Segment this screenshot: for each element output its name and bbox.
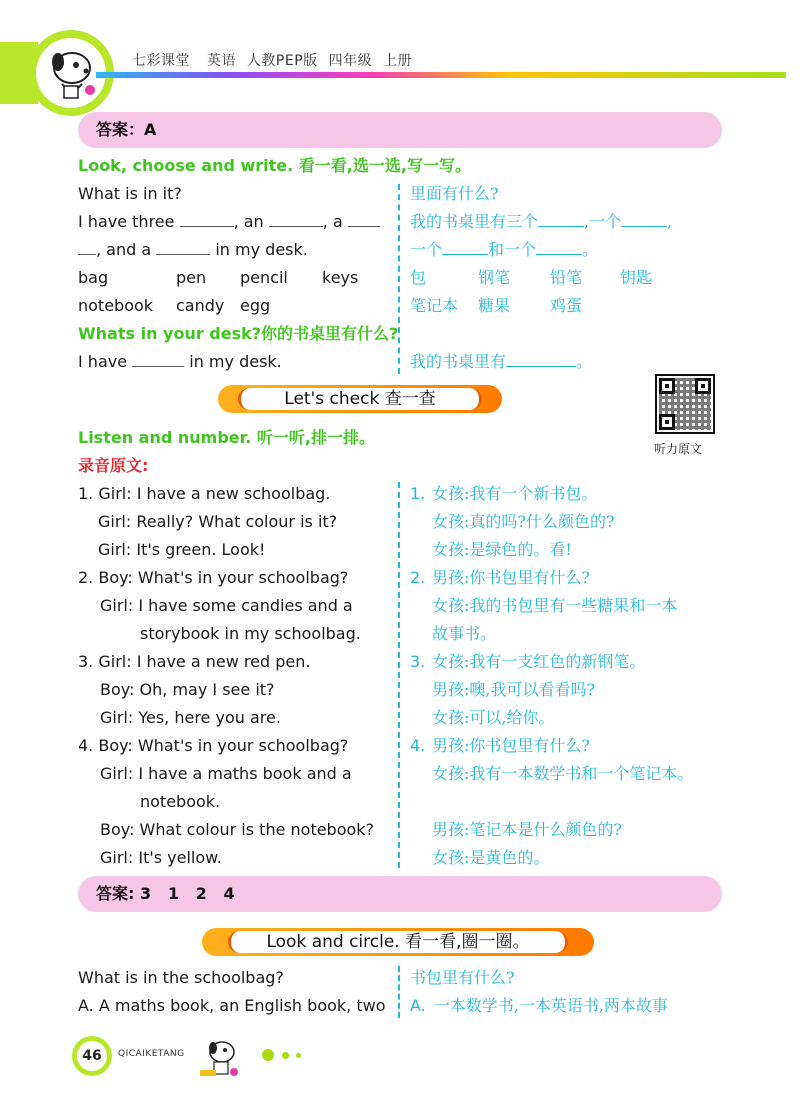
answer-value: 3 1 2 4 bbox=[139, 884, 235, 903]
banner-look-circle bbox=[202, 928, 594, 956]
word: 包 bbox=[410, 268, 427, 287]
word: pencil bbox=[240, 268, 288, 287]
footer-dot bbox=[296, 1053, 301, 1058]
title-cn: 看一看,选一选,写一写。 bbox=[298, 156, 471, 175]
script-line-en: Girl: It's yellow. bbox=[100, 848, 222, 867]
footer-dot bbox=[282, 1052, 289, 1059]
blank[interactable] bbox=[78, 241, 96, 255]
word: keys bbox=[322, 268, 359, 287]
answer-value: A bbox=[144, 120, 157, 139]
script-line-cn: 女孩:真的吗?什么颜色的? bbox=[432, 512, 615, 531]
text: I have bbox=[78, 352, 128, 371]
script-line-en: storybook in my schoolbag. bbox=[140, 624, 361, 643]
blank[interactable] bbox=[132, 353, 184, 367]
blank[interactable] bbox=[621, 213, 667, 227]
desk-line-en bbox=[78, 352, 282, 372]
blank[interactable] bbox=[536, 241, 582, 255]
text: 一个 bbox=[410, 240, 443, 259]
word: bag bbox=[78, 268, 109, 287]
answer-label: 答案： bbox=[96, 120, 145, 139]
header-edition: 人教PEP版 bbox=[246, 53, 318, 69]
qr-eye bbox=[695, 378, 711, 394]
circle-option-a-cn bbox=[410, 996, 668, 1016]
word: 钢笔 bbox=[478, 268, 511, 287]
text: 我的书桌里有 bbox=[410, 352, 507, 371]
script-line-en: Girl: I have some candies and a bbox=[100, 596, 353, 615]
blank[interactable] bbox=[538, 213, 584, 227]
script-line-en: Boy: Oh, may I see it? bbox=[100, 680, 275, 699]
banner-label bbox=[230, 931, 566, 953]
text: , and a bbox=[96, 240, 152, 259]
footer-brand: QICAIKETANG bbox=[118, 1049, 185, 1059]
desk-line-cn bbox=[410, 352, 592, 372]
blank[interactable] bbox=[156, 241, 210, 255]
circle-option-a-en: A. A maths book, an English book, two bbox=[78, 996, 386, 1015]
script-line-cn: 女孩:可以,给你。 bbox=[432, 708, 555, 727]
script-line-en: 4. Boy: What's in your schoolbag? bbox=[78, 736, 349, 755]
script-line-en: 3. Girl: I have a new red pen. bbox=[78, 652, 311, 671]
text: 我的书桌里有三个 bbox=[410, 212, 539, 231]
section-title-listen bbox=[78, 428, 375, 448]
banner-cap bbox=[228, 931, 242, 953]
word: candy bbox=[176, 296, 225, 315]
blank[interactable] bbox=[442, 241, 488, 255]
blank[interactable] bbox=[180, 213, 234, 227]
script-line-cn: 女孩:我有一个新书包。 bbox=[432, 484, 598, 503]
word: egg bbox=[240, 296, 271, 315]
banner-cap bbox=[468, 388, 482, 410]
word: 鸡蛋 bbox=[550, 296, 583, 315]
column-divider-2 bbox=[398, 482, 400, 868]
header-rainbow-line bbox=[96, 72, 786, 78]
banner-cap bbox=[238, 388, 252, 410]
script-line-en: Girl: It's green. Look! bbox=[98, 540, 266, 559]
script-line-en: Girl: Really? What colour is it? bbox=[98, 512, 338, 531]
answer-bar-2 bbox=[78, 876, 722, 912]
banner-lets-check bbox=[218, 385, 502, 413]
title-cn: 你的书桌里有什么? bbox=[261, 324, 399, 343]
script-line-cn: 男孩:你书包里有什么? bbox=[432, 568, 590, 587]
script-line-cn: 女孩:是绿色的。看! bbox=[432, 540, 572, 559]
script-line-number: 1. bbox=[410, 484, 426, 503]
qr-eye bbox=[659, 414, 675, 430]
title-cn: 听一听,排一排。 bbox=[256, 428, 375, 447]
qr-eye bbox=[659, 378, 675, 394]
banner-en: Look and circle. bbox=[266, 932, 400, 952]
script-line-cn: 女孩:是黄色的。 bbox=[432, 848, 550, 867]
title-en: Listen and number. bbox=[78, 428, 252, 447]
column-divider-1 bbox=[398, 184, 400, 374]
text: in my desk. bbox=[189, 352, 282, 371]
word: notebook bbox=[78, 296, 154, 315]
question-en: What is in it? bbox=[78, 184, 182, 203]
text: I have three bbox=[78, 212, 175, 231]
page-number: 46 bbox=[77, 1041, 107, 1071]
script-line-cn: 男孩:笔记本是什么颜色的? bbox=[432, 820, 622, 839]
answer-bar-1 bbox=[78, 112, 722, 148]
banner-label bbox=[240, 388, 480, 410]
header-series: 七彩课堂 bbox=[132, 53, 190, 69]
text: 。 bbox=[582, 240, 599, 259]
fill-line-2-cn bbox=[410, 240, 598, 260]
script-label: 录音原文: bbox=[78, 456, 149, 475]
script-line-number: 3. bbox=[410, 652, 426, 671]
page-number-badge bbox=[72, 1036, 112, 1076]
script-line-en: Girl: I have a maths book and a bbox=[100, 764, 352, 783]
word-bank-1-en bbox=[78, 268, 358, 288]
header-grade: 四年级 bbox=[328, 53, 373, 69]
answer-label: 答案: bbox=[96, 884, 135, 903]
title-en: Whats in your desk? bbox=[78, 324, 262, 343]
option-text: 一本数学书,一本英语书,两本故事 bbox=[433, 996, 668, 1015]
word-bank-2-en bbox=[78, 296, 270, 316]
section-title-look-choose bbox=[78, 156, 471, 176]
header-subject: 英语 bbox=[206, 53, 236, 69]
banner-cn: 查一查 bbox=[384, 389, 436, 409]
section-title-desk bbox=[78, 324, 398, 344]
script-line-cn: 故事书。 bbox=[432, 624, 497, 643]
footer-dot bbox=[262, 1049, 274, 1061]
script-line-cn: 男孩:噢,我可以看看吗? bbox=[432, 680, 596, 699]
script-line-en: 1. Girl: I have a new schoolbag. bbox=[78, 484, 331, 503]
question-cn: 里面有什么? bbox=[410, 184, 499, 203]
circle-question-cn: 书包里有什么? bbox=[410, 968, 515, 987]
script-line-en: Boy: What colour is the notebook? bbox=[100, 820, 375, 839]
blank[interactable] bbox=[269, 213, 323, 227]
header-volume: 上册 bbox=[383, 53, 413, 69]
word: pen bbox=[176, 268, 207, 287]
word: 钥匙 bbox=[620, 268, 653, 287]
banner-cap bbox=[554, 931, 568, 953]
script-line-number: 2. bbox=[410, 568, 426, 587]
text: ,一个 bbox=[584, 212, 622, 231]
circle-question-en: What is in the schoolbag? bbox=[78, 968, 284, 987]
word-bank-1-cn bbox=[410, 268, 652, 288]
script-line-cn: 女孩:我有一本数学书和一个笔记本。 bbox=[432, 764, 694, 783]
fill-line-1-en bbox=[78, 212, 380, 232]
title-en: Look, choose and write. bbox=[78, 156, 294, 175]
option-num: A. bbox=[410, 996, 426, 1015]
word: 糖果 bbox=[478, 296, 511, 315]
fill-line-2-en bbox=[78, 240, 308, 260]
text: 。 bbox=[576, 352, 593, 371]
script-line-number: 4. bbox=[410, 736, 426, 755]
column-divider-3 bbox=[398, 966, 400, 1018]
text: , a bbox=[322, 212, 343, 231]
word-bank-2-cn bbox=[410, 296, 582, 316]
banner-en: Let's check bbox=[284, 389, 380, 409]
text: 和一个 bbox=[488, 240, 537, 259]
text: , bbox=[667, 212, 673, 231]
word: 铅笔 bbox=[550, 268, 583, 287]
script-line-cn: 男孩:你书包里有什么? bbox=[432, 736, 590, 755]
script-line-en: 2. Boy: What's in your schoolbag? bbox=[78, 568, 349, 587]
script-line-en: Girl: Yes, here you are. bbox=[100, 708, 281, 727]
banner-cn: 看一看,圈一圈。 bbox=[405, 932, 530, 952]
footer-mascot-icon bbox=[196, 1034, 244, 1082]
script-line-cn: 女孩:我的书包里有一些糖果和一本 bbox=[432, 596, 678, 615]
script-line-cn: 女孩:我有一支红色的新钢笔。 bbox=[432, 652, 646, 671]
qr-caption: 听力原文 bbox=[654, 442, 703, 456]
text: , an bbox=[233, 212, 264, 231]
script-line-en: notebook. bbox=[140, 792, 221, 811]
word: 笔记本 bbox=[410, 296, 459, 315]
qr-code[interactable] bbox=[655, 374, 715, 434]
text: in my desk. bbox=[215, 240, 308, 259]
blank[interactable] bbox=[348, 213, 380, 227]
header-title bbox=[132, 50, 424, 70]
blank[interactable] bbox=[506, 353, 576, 367]
fill-line-1-cn bbox=[410, 212, 672, 232]
